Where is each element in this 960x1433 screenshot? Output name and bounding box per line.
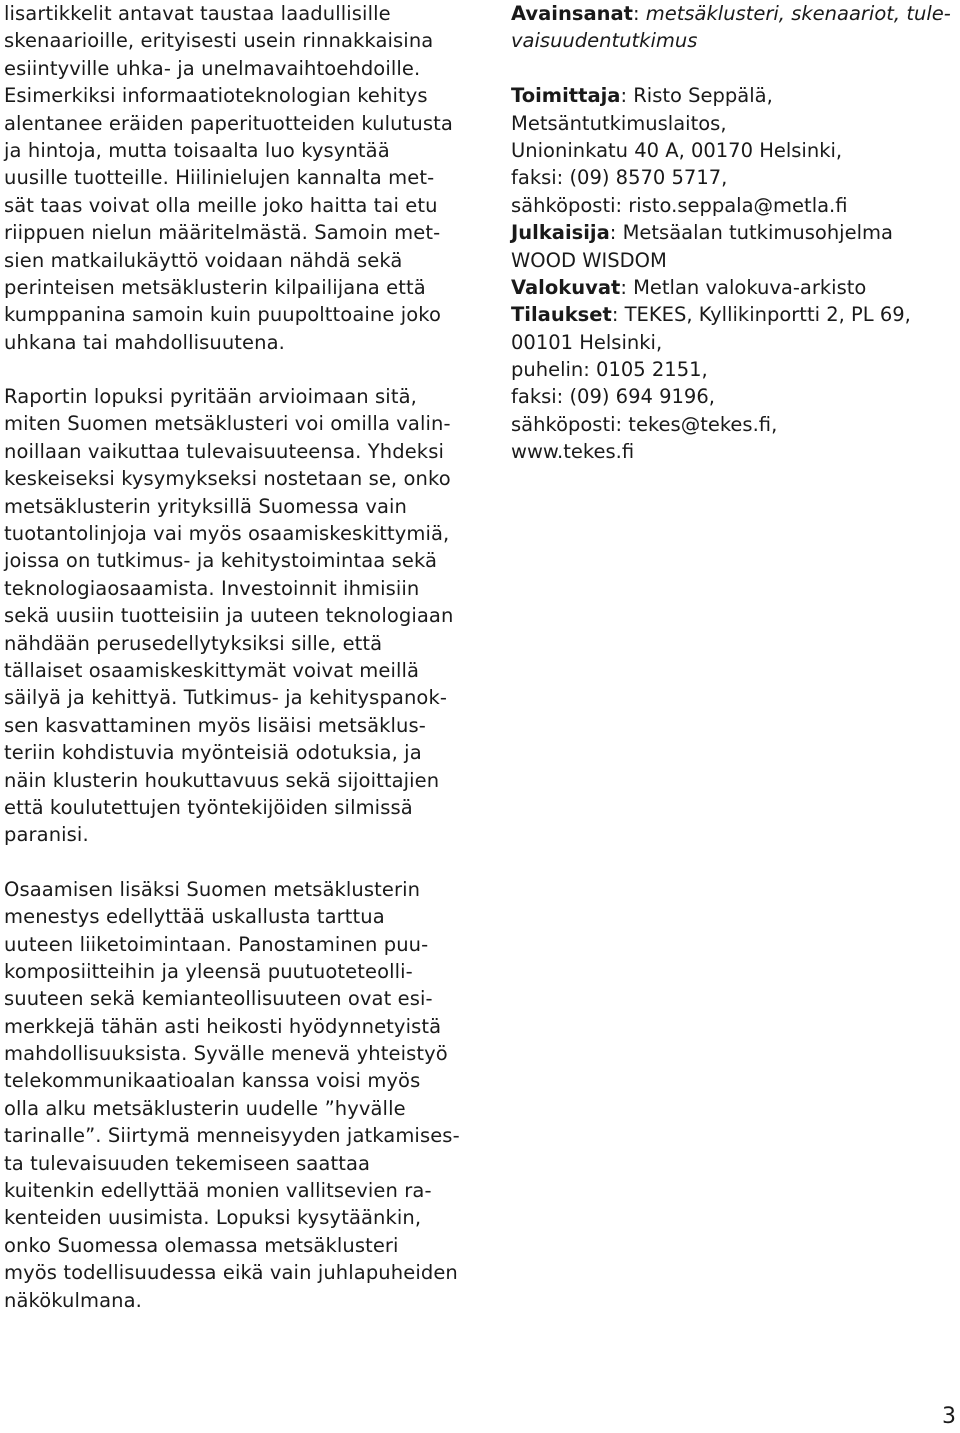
text-line: metsäklusterin yrityksillä Suomessa vain xyxy=(4,494,408,518)
keywords-value-cont: vaisuudentutkimus xyxy=(511,29,698,53)
text-line: uusille tuotteille. Hiilinielujen kannalta met- xyxy=(4,166,435,190)
body-paragraph-1 xyxy=(4,0,460,356)
text-line: olla alku metsäklusterin uudelle ”hyvälle xyxy=(4,1096,406,1120)
text-line: myös todellisuudessa eikä vain juhlapuheiden xyxy=(4,1261,458,1285)
text-line: tällaiset osaamiskeskittymät voivat meillä xyxy=(4,658,420,682)
text-line: alentanee eräiden paperituotteiden kulutusta xyxy=(4,111,453,135)
orders-phone: puhelin: 0105 2151, xyxy=(511,358,708,382)
publisher-label: Julkaisija xyxy=(511,221,610,245)
publisher-line xyxy=(511,219,956,246)
text-line: paranisi. xyxy=(4,823,89,847)
publisher-name: Metsäalan tutkimusohjelma xyxy=(622,221,893,245)
text-line: sen kasvattaminen myös lisäisi metsäklus- xyxy=(4,713,426,737)
text-line: uuteen liiketoimintaan. Panostaminen puu- xyxy=(4,932,429,956)
body-paragraph-2 xyxy=(4,383,460,849)
editor-label: Toimittaja xyxy=(511,84,621,108)
text-line: onko Suomessa olemassa metsäklusteri xyxy=(4,1233,399,1257)
text-line: kumppanina samoin kuin puupolttoaine joko xyxy=(4,303,442,327)
editor-address: Unioninkatu 40 A, 00170 Helsinki, xyxy=(511,138,843,162)
label-colon: : xyxy=(632,2,640,25)
keywords-value: metsäklusteri, skenaariot, tule- xyxy=(645,2,951,25)
text-line: näkökulmana. xyxy=(4,1288,142,1312)
label-colon: : xyxy=(620,275,627,299)
text-line: ja hintoja, mutta toisaalta luo kysyntää xyxy=(4,138,390,162)
main-text-column xyxy=(4,0,460,1314)
text-line: lisartikkelit antavat taustaa laadullisille xyxy=(4,2,391,25)
orders-website: www.tekes.fi xyxy=(511,440,635,464)
label-colon: : xyxy=(620,84,628,108)
photos-line xyxy=(511,274,956,301)
colophon-spacer xyxy=(511,55,956,82)
text-line: esiintyville uhka- ja unelmavaihtoehdoille. xyxy=(4,56,421,80)
paragraph-spacer xyxy=(4,356,460,383)
text-line: teknologiaosaamista. Investoinnit ihmisiin xyxy=(4,576,420,600)
keywords-line xyxy=(511,0,956,27)
text-line: säilyä ja kehittyä. Tutkimus- ja kehityspanok- xyxy=(4,686,447,710)
publisher-program: WOOD WISDOM xyxy=(511,248,667,272)
label-colon: : xyxy=(611,303,619,327)
text-line: joissa on tutkimus- ja kehitystoimintaa sekä xyxy=(4,549,438,573)
text-line: keskeiseksi kysymykseksi nostetaan se, onko xyxy=(4,467,451,491)
text-line: näin klusterin houkuttavuus sekä sijoittajien xyxy=(4,768,440,792)
text-line: skenaarioille, erityisesti usein rinnakkaisina xyxy=(4,29,434,53)
text-line: nähdään perusedellytyksiksi sille, että xyxy=(4,631,383,655)
orders-line xyxy=(511,301,956,328)
photos-label: Valokuvat xyxy=(511,275,621,299)
text-line: Raportin lopuksi pyritään arvioimaan sitä, xyxy=(4,385,417,409)
editor-organization: Metsäntutkimuslaitos, xyxy=(511,111,727,135)
text-line: perinteisen metsäklusterin kilpailijana että xyxy=(4,275,426,299)
text-line: sien matkailukäyttö voidaan nähdä sekä xyxy=(4,248,403,272)
orders-city: 00101 Helsinki, xyxy=(511,330,663,354)
text-line: suuteen sekä kemianteollisuuteen ovat esi- xyxy=(4,987,433,1011)
colophon-column xyxy=(511,0,956,466)
text-line: telekommunikaatioalan kanssa voisi myös xyxy=(4,1069,421,1093)
paragraph-spacer xyxy=(4,849,460,876)
editor-fax: faksi: (09) 8570 5717, xyxy=(511,166,728,190)
text-line: sät taas voivat olla meille joko haitta tai etu xyxy=(4,193,438,217)
text-line: komposiitteihin ja yleensä puutuoteteolli- xyxy=(4,959,413,983)
label-colon: : xyxy=(609,221,617,245)
text-line: tarinalle”. Siirtymä menneisyyden jatkamises- xyxy=(4,1124,460,1148)
page-number: 3 xyxy=(942,1404,956,1429)
editor-email: sähköposti: risto.seppala@metla.fi xyxy=(511,193,848,217)
text-line: mahdollisuuksista. Syvälle menevä yhteistyö xyxy=(4,1042,448,1066)
orders-label: Tilaukset xyxy=(511,303,612,327)
text-line: menestys edellyttää uskallusta tarttua xyxy=(4,905,385,929)
text-line: noillaan vaikuttaa tulevaisuuteensa. Yhdeksi xyxy=(4,439,444,463)
orders-address: TEKES, Kyllikinportti 2, PL 69, xyxy=(624,303,911,327)
text-line: ta tulevaisuuden tekemiseen saattaa xyxy=(4,1151,371,1175)
text-line: kenteiden uusimista. Lopuksi kysytäänkin, xyxy=(4,1206,422,1230)
text-line: riippuen nielun määritelmästä. Samoin met- xyxy=(4,221,441,245)
text-line: tuotantolinjoja vai myös osaamiskeskittymiä, xyxy=(4,522,450,546)
text-line: että koulutettujen työntekijöiden silmissä xyxy=(4,795,413,819)
text-line: merkkejä tähän asti heikosti hyödynnetyistä xyxy=(4,1014,442,1038)
text-line: Osaamisen lisäksi Suomen metsäklusterin xyxy=(4,877,421,901)
text-line: miten Suomen metsäklusteri voi omilla valin- xyxy=(4,412,451,436)
text-line: sekä uusiin tuotteisiin ja uuteen teknologiaan xyxy=(4,604,454,628)
editor-line xyxy=(511,82,956,109)
body-paragraph-3 xyxy=(4,876,460,1314)
text-line: Esimerkiksi informaatioteknologian kehitys xyxy=(4,84,428,108)
orders-fax: faksi: (09) 694 9196, xyxy=(511,385,715,409)
text-line: teriin kohdistuvia myönteisiä odotuksia, ja xyxy=(4,741,422,765)
keywords-label: Avainsanat xyxy=(511,2,633,25)
photos-value: Metlan valokuva-arkisto xyxy=(633,275,867,299)
orders-email: sähköposti: tekes@tekes.fi, xyxy=(511,412,778,436)
text-line: uhkana tai mahdollisuutena. xyxy=(4,330,285,354)
text-line: kuitenkin edellyttää monien vallitsevien ra- xyxy=(4,1179,432,1203)
editor-name: Risto Seppälä, xyxy=(633,84,773,108)
